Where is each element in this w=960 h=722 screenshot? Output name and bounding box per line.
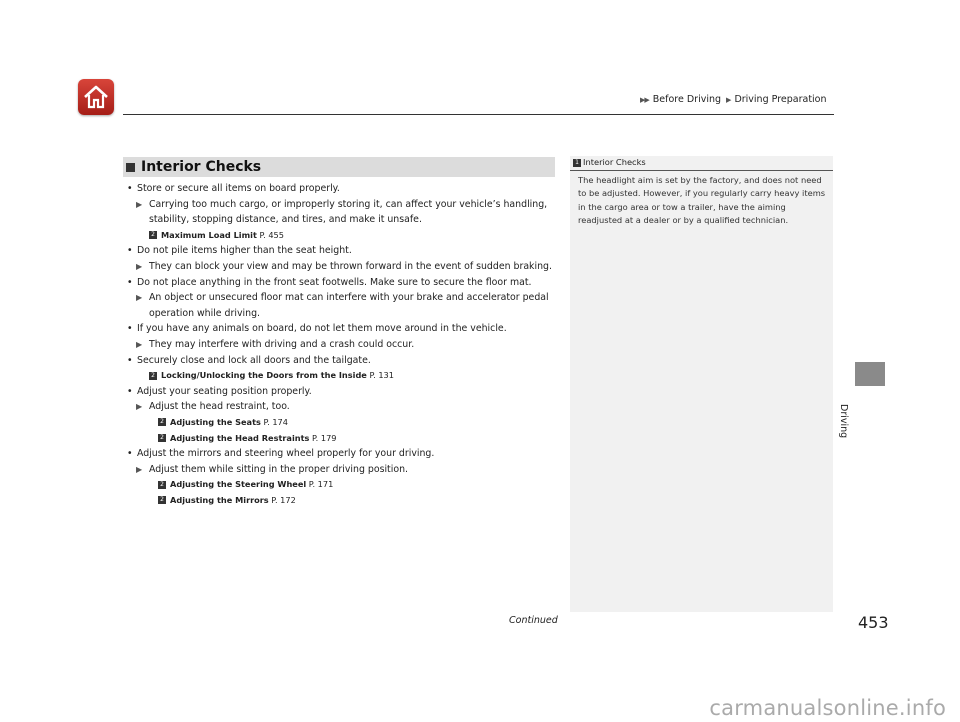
sidebar-note-header [570, 156, 833, 171]
continued-label: Continued [509, 615, 558, 626]
header-divider [123, 114, 834, 115]
arrow-icon: ▶ [136, 464, 143, 474]
arrow-icon: ▶ [136, 199, 143, 209]
chapter-label: Driving [838, 404, 849, 439]
sub-item: ▶ Adjust the head restraint, too. [127, 399, 559, 415]
sub-item: ▶ An object or unsecured floor mat can interfere with your brake and accelerator pedal operation while driving. [136, 292, 549, 319]
cross-reference[interactable]: 2 Maximum Load Limit P. 455 [127, 228, 559, 244]
sidebar-note-text: The headlight aim is set by the factory, and does not need to be adjusted. However, if you regularly carry heavy items in the cargo area or tow a trailer, have the aiming readjusted at a dealer or by a qualified technician. [578, 175, 826, 225]
sidebar-note-title: Interior Checks [583, 157, 646, 167]
cross-reference[interactable]: 2 Locking/Unlocking the Doors from the Inside P. 131 [127, 368, 559, 384]
cross-reference[interactable]: 2 Adjusting the Mirrors P. 172 [127, 493, 559, 509]
home-icon [83, 85, 109, 109]
bullet-item: • Adjust the mirrors and steering wheel properly for your driving. [127, 448, 435, 460]
bullet-item: • Store or secure all items on board properly. [127, 183, 340, 194]
breadcrumb-arrow-icon: ▶▶ [640, 95, 649, 104]
reference-icon: 2 [158, 496, 166, 504]
main-content [127, 181, 559, 508]
cross-reference[interactable]: 2 Adjusting the Steering Wheel P. 171 [127, 477, 559, 493]
home-button[interactable] [78, 79, 114, 115]
sub-item: ▶ They can block your view and may be thrown forward in the event of sudden braking. [127, 259, 559, 275]
reference-icon: 2 [158, 418, 166, 426]
reference-icon: 2 [149, 231, 157, 239]
bullet-item: • Do not place anything in the front seat footwells. Make sure to secure the floor mat. [127, 276, 532, 288]
breadcrumb-item-before-driving[interactable]: Before Driving [652, 94, 722, 105]
breadcrumb-item-driving-preparation[interactable]: Driving Preparation [734, 94, 827, 105]
reference-icon: 2 [158, 481, 166, 489]
sub-item: ▶ They may interfere with driving and a crash could occur. [127, 337, 559, 353]
section-square-icon [126, 163, 135, 172]
cross-reference[interactable]: 2 Adjusting the Seats P. 174 [127, 415, 559, 431]
section-header [123, 157, 555, 177]
sub-item: ▶ Carrying too much cargo, or improperly storing it, can affect your vehicle’s handling, stability, stopping distance, and tires, and make it unsafe. [136, 198, 548, 226]
sidebar-note [570, 156, 833, 612]
arrow-icon: ▶ [136, 339, 143, 349]
bullet-item: • Securely close and lock all doors and the tailgate. [127, 354, 371, 366]
breadcrumb [640, 94, 830, 105]
bullet-item: • Adjust your seating position properly. [127, 385, 312, 397]
watermark: carmanualsonline.info [709, 696, 946, 720]
cross-reference[interactable]: 2 Adjusting the Head Restraints P. 179 [127, 431, 559, 447]
arrow-icon: ▶ [136, 261, 143, 271]
breadcrumb-arrow-icon: ▶ [726, 95, 731, 104]
reference-icon: 2 [158, 434, 166, 442]
chapter-tab[interactable] [855, 362, 885, 386]
sub-item: ▶ Adjust them while sitting in the proper driving position. [127, 462, 559, 478]
bullet-item: • If you have any animals on board, do not let them move around in the vehicle. [127, 323, 507, 335]
reference-icon: 2 [149, 372, 157, 380]
arrow-icon: ▶ [136, 402, 143, 412]
bullet-item: • Do not pile items higher than the seat height. [127, 245, 352, 257]
arrow-icon: ▶ [136, 293, 143, 303]
note-icon: 1 [573, 159, 581, 167]
section-title: Interior Checks [141, 159, 262, 175]
page-number: 453 [858, 613, 889, 632]
